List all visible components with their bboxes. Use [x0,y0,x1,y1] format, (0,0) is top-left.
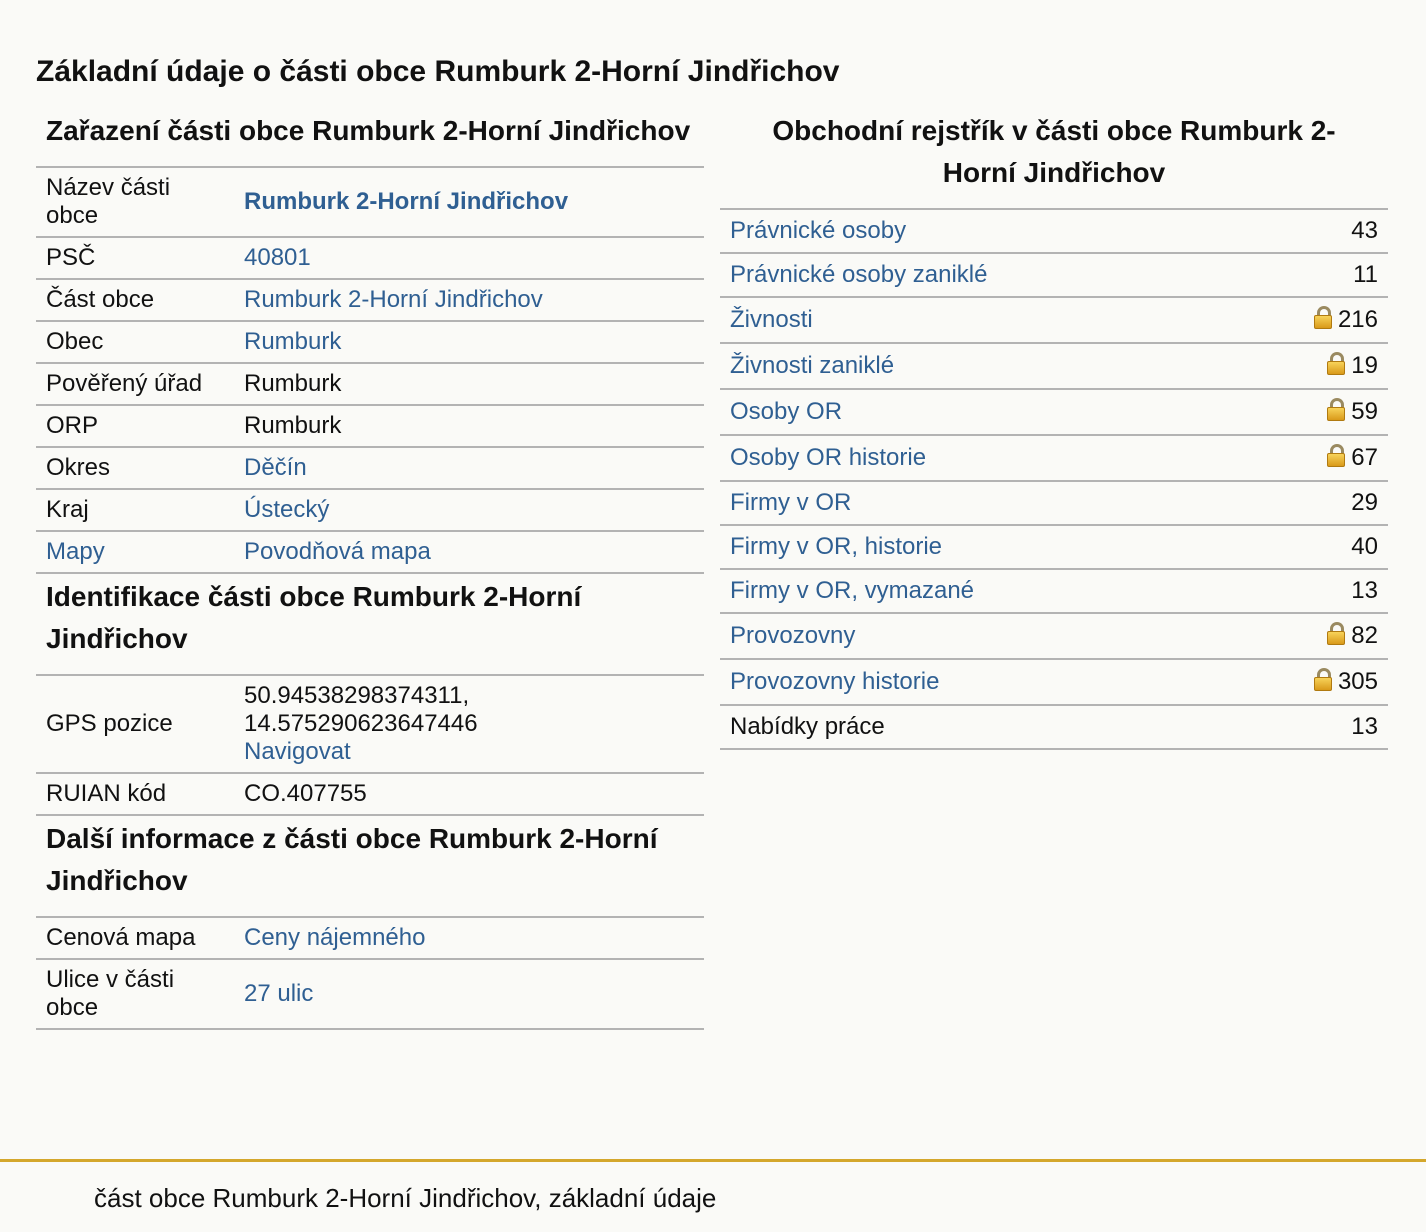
registry-count: 67 [1351,444,1378,471]
table-row [36,237,704,279]
table-row [36,959,704,1029]
registry-count: 11 [1248,253,1388,297]
lock-icon [1314,306,1332,328]
psc-label: PSČ [36,237,234,279]
ruian-value: CO.407755 [234,773,704,815]
registry-count: 43 [1248,210,1388,253]
registry-count: 29 [1248,481,1388,525]
classification-title: Zařazení části obce Rumburk 2-Horní Jindřichov [36,108,704,168]
gps-latitude: 50.94538298374311, [244,682,470,709]
registry-count: 40 [1248,525,1388,569]
table-row [720,481,1388,525]
part-link[interactable]: Rumburk 2-Horní Jindřichov [244,286,543,313]
municipality-link[interactable]: Rumburk [244,328,342,355]
table-row [36,489,704,531]
orp-label: ORP [36,405,234,447]
registry-count: 59 [1351,398,1378,425]
district-label: Okres [36,447,234,489]
registry-link[interactable]: Právnické osoby [730,217,907,244]
orp-value: Rumburk [234,405,704,447]
gps-longitude: 14.575290623647446 [244,710,478,737]
registry-count: 13 [1248,705,1388,749]
table-row [720,613,1388,659]
table-row [36,676,704,773]
table-row [36,531,704,573]
registry-link[interactable]: Živnosti zaniklé [730,352,895,379]
price-map-label: Cenová mapa [36,918,234,959]
table-row [720,253,1388,297]
footer-caption: část obce Rumburk 2-Horní Jindřichov, základní údaje [94,1183,717,1213]
table-row [36,168,704,237]
table-row [36,447,704,489]
rent-prices-link[interactable]: Ceny nájemného [244,924,426,951]
table-row [720,525,1388,569]
registry-link[interactable]: Osoby OR historie [730,444,927,471]
registry-count: 216 [1337,306,1378,333]
part-label: Část obce [36,279,234,321]
flood-map-link[interactable]: Povodňová mapa [244,538,431,565]
navigate-link[interactable]: Navigovat [244,738,351,765]
ruian-label: RUIAN kód [36,773,234,815]
lock-icon [1327,398,1345,420]
lock-icon [1327,352,1345,374]
streets-link[interactable]: 27 ulic [244,980,314,1007]
table-row [720,659,1388,705]
registry-count: 82 [1351,622,1378,649]
region-link[interactable]: Ústecký [244,496,330,523]
registry-link[interactable]: Živnosti [730,306,813,333]
registry-link[interactable]: Provozovny historie [730,668,940,695]
table-row [36,321,704,363]
page-title: Základní údaje o části obce Rumburk 2-Horní Jindřichov [36,55,840,88]
registry-link[interactable]: Právnické osoby zaniklé [730,261,988,288]
right-column [720,108,1388,750]
region-label: Kraj [36,489,234,531]
district-link[interactable]: Děčín [244,454,307,481]
psc-link[interactable]: 40801 [244,244,311,271]
registry-link[interactable]: Osoby OR [730,398,843,425]
job-offers-label: Nabídky práce [720,705,1248,749]
identification-title: Identifikace části obce Rumburk 2-Horní Jindřichov [36,574,704,676]
lock-icon [1327,444,1345,466]
registry-link[interactable]: Provozovny [730,622,856,649]
registry-count: 19 [1351,352,1378,379]
table-row [36,279,704,321]
table-row [720,389,1388,435]
footer-divider [0,1159,1426,1162]
table-row [720,435,1388,481]
table-row [720,705,1388,749]
table-row [36,773,704,815]
registry-link[interactable]: Firmy v OR, historie [730,533,943,560]
streets-label: Ulice v části obce [36,959,234,1029]
more-info-table [36,918,704,1030]
registry-link[interactable]: Firmy v OR [730,489,852,516]
table-row [36,363,704,405]
registry-count: 13 [1248,569,1388,613]
authorized-office-value: Rumburk [234,363,704,405]
table-row [720,297,1388,343]
more-info-title: Další informace z části obce Rumburk 2-Horní Jindřichov [36,816,704,918]
registry-table [720,210,1388,750]
table-row [36,405,704,447]
registry-link[interactable]: Firmy v OR, vymazané [730,577,975,604]
registry-count: 305 [1337,668,1378,695]
maps-link[interactable]: Mapy [46,538,105,565]
identification-table [36,676,704,816]
table-row [720,210,1388,253]
part-name-label: Název části obce [36,168,234,237]
registry-title: Obchodní rejstřík v části obce Rumburk 2-Horní Jindřichov [720,108,1388,210]
gps-label: GPS pozice [36,676,234,773]
left-column [36,108,704,1030]
table-row [36,918,704,959]
table-row [720,569,1388,613]
lock-icon [1327,622,1345,644]
authorized-office-label: Pověřený úřad [36,363,234,405]
classification-table [36,168,704,574]
table-row [720,343,1388,389]
lock-icon [1314,668,1332,690]
municipality-label: Obec [36,321,234,363]
part-name-link[interactable]: Rumburk 2-Horní Jindřichov [244,188,569,215]
